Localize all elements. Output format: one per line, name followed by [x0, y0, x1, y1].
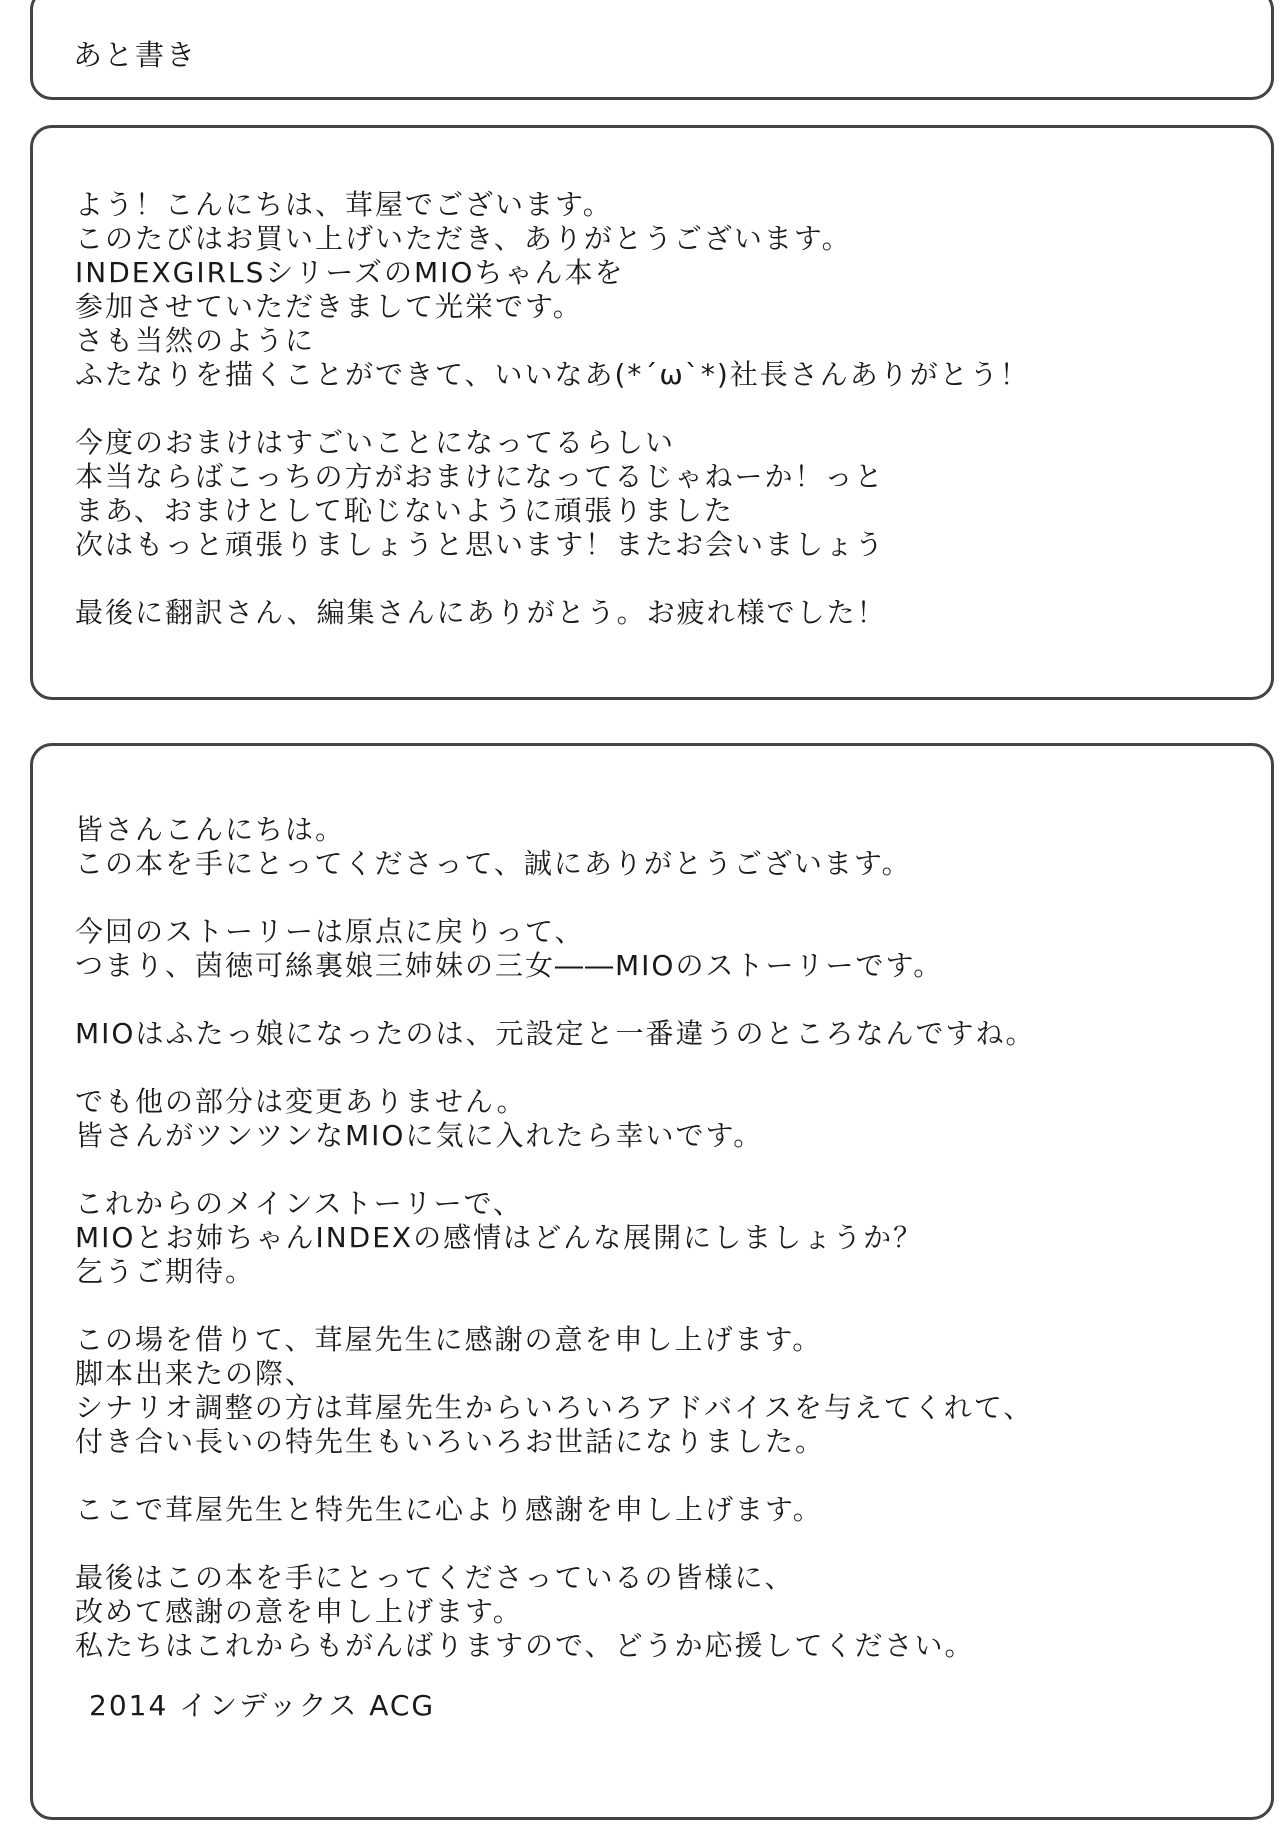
paragraph	[75, 1017, 1035, 1051]
text-line: まあ、おまけとして恥じないように頑張りました	[75, 494, 734, 527]
text-line: よう！こんにちは、茸屋でございます。	[75, 188, 613, 221]
text-line: 最後はこの本を手にとってくださっているの皆様に、	[75, 1561, 795, 1594]
paragraph	[75, 188, 1030, 392]
text-line: 私たちはこれからもがんばりますので、どうか応援してください。	[75, 1629, 975, 1662]
paragraph	[75, 596, 1030, 630]
paragraph	[75, 1561, 1035, 1663]
text-line: 本当ならばこっちの方がおまけになってるじゃねーか！っと	[75, 460, 885, 493]
text-line: シナリオ調整の方は茸屋先生からいろいろアドバイスを与えてくれて、	[75, 1391, 1034, 1424]
paragraph	[75, 915, 1035, 983]
afterword-text-author	[75, 188, 1030, 630]
text-line: このたびはお買い上げいただき、ありがとうございます。	[75, 222, 852, 255]
text-line: 参加させていただきまして光栄です。	[75, 290, 583, 323]
title-box	[30, 0, 1274, 100]
text-line: INDEXGIRLSシリーズのMIOちゃん本を	[75, 256, 625, 289]
text-line: でも他の部分は変更ありません。	[75, 1085, 527, 1118]
text-line: 皆さんがツンツンなMIOに気に入れたら幸いです。	[75, 1119, 764, 1152]
text-line: つまり、茵徳可絲裏娘三姉妹の三女――MIOのストーリーです。	[75, 949, 944, 982]
text-line: 改めて感謝の意を申し上げます。	[75, 1595, 523, 1628]
paragraph	[75, 813, 1035, 881]
text-line: ふたなりを描くことができて、いいなあ(*´ω`*)社長さんありがとう！	[75, 358, 1030, 391]
text-line: この場を借りて、茸屋先生に感謝の意を申し上げます。	[75, 1323, 823, 1356]
text-line: 次はもっと頑張りましょうと思います！またお会いましょう	[75, 528, 886, 561]
paragraph	[75, 1085, 1035, 1153]
text-line: MIOはふたっ娘になったのは、元設定と一番違うのところなんですね。	[75, 1017, 1036, 1050]
text-line: 乞うご期待。	[75, 1255, 256, 1288]
text-line: さも当然のように	[75, 324, 316, 357]
text-line: ここで茸屋先生と特先生に心より感謝を申し上げます。	[75, 1493, 823, 1526]
text-line: 今回のストーリーは原点に戻りって、	[75, 915, 585, 948]
afterword-text-publisher	[75, 813, 1035, 1723]
text-line: MIOとお姉ちゃんINDEXの感情はどんな展開にしましょうか？	[75, 1221, 924, 1254]
afterword-box-author	[30, 125, 1274, 700]
page-title: あと書き	[73, 38, 198, 72]
signature: 2014 インデックス ACG	[89, 1689, 436, 1722]
text-line: 付き合い長いの特先生もいろいろお世話になりました。	[75, 1425, 826, 1458]
text-line: これからのメインストーリーで、	[75, 1187, 524, 1220]
afterword-box-publisher	[30, 743, 1274, 1820]
paragraph	[75, 1187, 1035, 1289]
paragraph	[75, 1493, 1035, 1527]
text-line: 最後に翻訳さん、編集さんにありがとう。お疲れ様でした！	[75, 596, 887, 629]
text-line: 皆さんこんにちは。	[75, 813, 346, 846]
text-line: この本を手にとってくださって、誠にありがとうございます。	[75, 847, 912, 880]
paragraph	[75, 1323, 1035, 1459]
text-line: 今度のおまけはすごいことになってるらしい	[75, 426, 676, 459]
text-line: 脚本出来たの際、	[75, 1357, 316, 1390]
paragraph	[75, 426, 1030, 562]
